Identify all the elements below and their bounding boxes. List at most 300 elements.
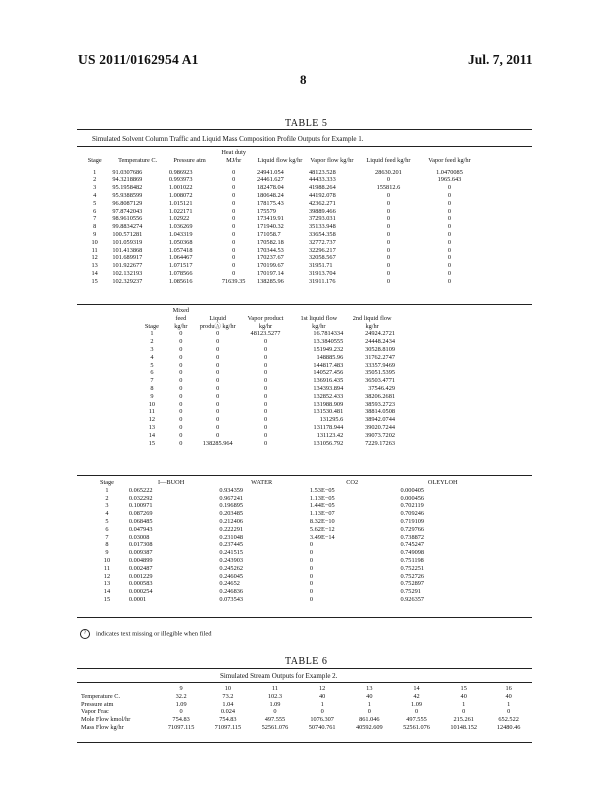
table-cell: 131988.909 [313,400,344,408]
table-cell: 35133.948 [308,223,336,231]
table-cell: 44433.333 [308,176,336,184]
table-row [138,416,398,424]
table-cell: 0.993973 [168,176,193,184]
column-header [78,685,158,693]
table-cell: 0 [309,541,314,549]
table-cell: 32058.567 [308,254,336,262]
table-cell: 24448.2434 [365,338,395,346]
table-cell: 2 [105,494,109,502]
table-cell: 0 [447,238,452,246]
table-cell: 171058.7 [256,230,281,238]
table-cell: 0 [216,392,220,400]
table-cell: 35051.5395 [365,369,395,377]
table-row [88,534,488,542]
table-cell: 131295.6 [319,416,344,424]
table-row [138,354,398,362]
table-cell: 175579 [256,207,276,215]
table-cell: 0.000583 [128,580,153,588]
table-cell: 0 [179,353,183,361]
table-cell: 0 [309,564,314,572]
table-cell: 40 [366,692,373,700]
table-cell: 8 [93,223,97,231]
table-row [80,223,480,231]
table-row [78,693,530,701]
table-cell: 1.057418 [168,246,193,254]
table-cell: 0 [179,330,183,338]
table-row [80,184,480,192]
table-row [88,573,488,581]
table-cell: 0.749098 [400,549,425,557]
table-row [80,247,480,255]
table-cell: 11 [91,246,98,254]
table-cell: 0 [179,361,183,369]
table-cell: 1 [105,486,109,494]
column-header: Liquid feed kg/hr [366,156,411,164]
table-cell: 148885.96 [316,353,344,361]
table-cell: 0.000254 [128,588,153,596]
table-cell: 36503.4771 [365,377,395,385]
table-cell: 99.8834274 [112,223,143,231]
table-cell: 1.022171 [168,207,193,215]
table-cell: 14 [91,269,98,277]
table-cell: 8 [150,384,154,392]
table-cell: 0.237445 [219,541,244,549]
table-cell: 5.62E−12 [309,525,335,533]
table-cell: 39020.7244 [365,423,395,431]
table-cell: 0.751198 [400,556,424,564]
column-header: 11 [271,685,278,692]
table-cell: 1 [93,168,97,176]
table-row [88,549,488,557]
table-cell: 0.246836 [219,588,244,596]
table-cell: 32772.737 [308,238,336,246]
table-row [80,215,480,223]
table-cell: 0.926357 [400,595,425,603]
table-cell: 1.050368 [168,238,193,246]
table-cell: 0 [216,423,220,431]
table-cell: 1.078566 [168,269,193,277]
table-row [80,231,480,239]
table-cell: 37293.031 [308,215,336,223]
table-cell: 3 [105,502,109,510]
table-cell: 0 [263,416,268,424]
patent-number: US 2011/0162954 A1 [78,52,199,67]
table-cell: 497.555 [264,716,286,724]
table-cell: 95.1958482 [112,184,143,192]
table-cell: 136916.435 [313,377,344,385]
table-cell: 12 [103,572,111,580]
column-header: 2nd liquid flow kg/hr [352,314,392,330]
table-cell: 0 [309,595,314,603]
table-cell: 101.922677 [112,262,143,270]
table-cell: 0 [386,207,390,215]
table-cell: 0 [386,176,390,184]
table-cell: 0 [263,392,268,400]
table-cell: 38942.0744 [365,416,395,424]
column-header: 14 [413,685,420,692]
table-cell: 0.087269 [128,510,153,518]
table-cell: 14 [103,588,111,596]
table-cell: 0 [309,549,314,557]
table-cell: 73.2 [222,692,234,700]
table-cell: 1.04 [222,700,234,708]
table-cell: 39073.7202 [365,431,395,439]
table-row [138,432,398,440]
table-cell: 102.132193 [112,269,143,277]
table-row [80,169,480,177]
table-cell: 0.752726 [400,572,425,580]
table-cell: 40 [505,692,512,700]
column-header: 13 [366,685,373,692]
table-cell: 1076.307 [310,716,334,724]
column-header: Vapor product kg/hr [247,314,284,330]
table-cell: 1.071517 [168,262,193,270]
table-cell: 0 [216,431,220,439]
table-row [88,526,488,534]
table-cell: 0 [232,199,236,207]
table-cell: 0 [179,384,183,392]
table-cell: 0 [263,408,268,416]
table-cell: 0.017308 [128,541,153,549]
table-cell: 0 [232,238,236,246]
table-row [88,518,488,526]
table-cell: 138285.964 [202,439,233,447]
table-row [138,408,398,416]
table-cell: Temperature C. [81,692,121,700]
table-cell: 132852.433 [313,392,344,400]
table5-part2 [138,307,398,447]
table-row [138,385,398,393]
table-cell: 180648.24 [256,191,284,199]
table5-bottom-rule [77,617,532,618]
table5-part2-rule [77,475,532,476]
table-cell: 0 [232,168,236,176]
table-cell: 0.222291 [219,525,244,533]
table-cell: 0 [216,377,220,385]
table-cell: 71639.35 [221,277,246,285]
table-cell: 0 [179,408,183,416]
table-cell: 0.047943 [128,525,153,533]
table-cell: 0 [386,277,390,285]
table-cell: 0 [447,277,452,285]
table-cell: 0 [263,377,268,385]
table-cell: 0 [216,330,220,338]
table-cell: 0 [216,361,220,369]
table-cell: 0.000405 [400,486,425,494]
table-row [88,557,488,565]
table-cell: 4 [105,510,109,518]
table-cell: 4 [93,191,97,199]
table-cell: 0 [447,184,452,192]
table-cell: 0 [232,184,236,192]
table-cell: 1.015121 [168,199,193,207]
table-cell: 0 [216,400,220,408]
table-cell: 0.032292 [128,494,153,502]
table-cell: 0.212406 [219,517,244,525]
table-cell: 0 [179,708,183,716]
table-cell: 0 [309,556,314,564]
table-cell: 96.8087129 [112,199,143,207]
table-cell: 0 [309,588,314,596]
table-cell: 6 [93,207,97,215]
table-cell: 6 [150,369,154,377]
table-cell: 0.75291 [400,588,421,596]
table-cell: 42362.271 [308,199,336,207]
table-cell: 0 [263,338,268,346]
table-row [80,254,480,262]
table-cell: 7 [150,377,154,385]
table-cell: 7 [105,533,109,541]
table-cell: 9 [150,392,154,400]
column-header: 1st liquid flow kg/hr [300,314,338,330]
table-cell: 15 [103,595,111,603]
column-header: CO2 [346,479,359,486]
table-cell: 0 [447,215,452,223]
table-cell: 170582.18 [256,238,284,246]
table-cell: 0.196895 [219,502,244,510]
column-header: Mixed feed kg/hr [172,307,190,330]
table-row [88,502,488,510]
table-cell: 170197.14 [256,269,284,277]
table-cell: 0 [179,392,183,400]
table-cell: 40592.609 [355,723,383,731]
table-cell: 24461.627 [256,176,284,184]
table-cell: 8.32E−10 [309,517,335,525]
table-cell: 15 [91,277,98,285]
table-cell: 0.065222 [128,486,153,494]
table-cell: 0 [386,254,390,262]
table-cell: 95.9388599 [112,191,143,199]
table-cell: 11 [103,564,110,572]
table-row [80,200,480,208]
table-cell: 0 [447,199,452,207]
table-cell: 0.738872 [400,533,425,541]
table-cell: 12 [91,254,98,262]
table-cell: 0.719109 [400,517,425,525]
table-cell: 98.9610556 [112,215,143,223]
table-cell: 33654.358 [308,230,336,238]
table-cell: 0.203485 [219,510,244,518]
table-cell: 13 [91,262,98,270]
column-header: 15 [460,685,467,692]
table-cell: 0.001229 [128,572,153,580]
table-cell: 0 [232,246,236,254]
column-header: OLEYLOH [427,479,458,486]
table-cell: 0 [179,400,183,408]
table-cell: 0 [263,361,268,369]
table-cell: 52561.076 [261,723,289,731]
table-cell: 8 [105,541,109,549]
table-row [88,580,488,588]
table-cell: 31911.176 [308,277,336,285]
table-cell: 1.064467 [168,254,193,262]
table-cell: 0 [386,199,390,207]
table-cell: 10 [91,238,98,246]
table-cell: 0.100971 [128,502,153,510]
table-cell: 1.02922 [168,215,190,223]
table-cell: 151949.232 [313,345,344,353]
column-header: I—BUOH [158,479,185,486]
table-row [88,541,488,549]
column-header: Vapor feed kg/hr [428,156,471,164]
table-row [88,495,488,503]
table-cell: 5 [105,517,109,525]
table-cell: 71097.115 [214,723,242,731]
column-header: 10 [224,685,232,692]
table-cell: 0 [447,254,452,262]
table-cell: 32.2 [175,692,187,700]
table-cell: 10 [148,400,156,408]
table-cell: 0.009387 [128,549,153,557]
table-cell: 0 [179,338,183,346]
table-cell: 0 [232,230,236,238]
table-cell: 7229.17263 [365,439,395,447]
table-cell: 170344.53 [256,246,284,254]
table-cell: 32296.217 [308,246,336,254]
table-cell: 0 [263,384,268,392]
table-cell: 0.752897 [400,580,425,588]
table-cell: 0 [179,416,183,424]
table-cell: 0.073543 [219,595,244,603]
table-cell: 10148.152 [450,723,478,731]
table-cell: 173419.91 [256,215,284,223]
table-cell: 171940.32 [256,223,284,231]
table5-part1-rule [77,304,532,305]
table6-bottom-rule [77,742,532,743]
table-row [80,176,480,184]
table-cell: 0 [447,207,452,215]
table-cell: 3 [150,345,154,353]
table-cell: 0 [216,384,220,392]
table-cell: 1.13E−07 [309,510,335,518]
table-cell: 41988.264 [308,184,336,192]
publication-date: Jul. 7, 2011 [468,52,533,67]
table-cell: 0 [263,400,268,408]
table-cell: 0 [216,345,220,353]
table-cell: 1 [320,700,324,708]
table-cell: 3.49E−14 [309,533,335,541]
table-cell: 9 [93,230,97,238]
table-cell: 170199.67 [256,262,284,270]
column-header: Stage [99,479,114,486]
table-cell: 7 [93,215,97,223]
table-cell: 31762.2747 [365,353,395,361]
table-cell: 0 [179,431,183,439]
table-cell: 0 [263,369,268,377]
table-cell: 38206.2681 [365,392,395,400]
table5-part2-header-row [138,307,398,330]
table-cell: 71097.115 [167,723,195,731]
table-cell: 44192.078 [308,191,336,199]
table-cell: 0 [386,269,390,277]
table-cell: 0.000456 [400,494,425,502]
column-header: Vapor flow kg/hr [310,156,354,164]
table-cell: 1 [150,330,154,338]
table-cell: 0.241515 [219,549,244,557]
table-cell: 0 [386,262,390,270]
table-cell: 0 [216,338,220,346]
table-cell: 0.24652 [219,580,240,588]
table-cell: 42 [413,692,420,700]
table-cell: 0 [367,708,371,716]
table-cell: 0.024 [220,708,236,716]
table-cell: 0.745247 [400,541,425,549]
table5-top-rule [77,129,532,130]
table-cell: Mole Flow kmol/hr [81,716,131,724]
table-cell: 10 [103,556,111,564]
column-header: Temperature C. [118,156,158,164]
table-cell: 0 [179,369,183,377]
table-cell: 12480.46 [496,723,521,731]
table-cell: 1 [367,700,371,708]
table-cell: 101.413868 [112,246,143,254]
table-row [138,401,398,409]
column-header: WATER [251,479,273,486]
page-number: 8 [300,72,307,87]
table-cell: 182478.04 [256,184,284,192]
table-row [138,362,398,370]
table-cell: 0 [309,580,314,588]
table-cell: 30528.8109 [365,345,395,353]
table-cell: 0 [179,423,183,431]
table-cell: 0 [309,572,314,580]
table-cell: 0.03008 [128,533,150,541]
table-cell: 13.3840555 [313,338,344,346]
table-cell: 0 [386,230,390,238]
table5-part1 [80,149,480,286]
table-cell: 1.001022 [168,184,193,192]
column-header: 12 [318,685,326,692]
table-cell: 1.0470085 [436,168,463,176]
column-header: Stage [87,156,102,164]
table-cell: 0 [386,238,390,246]
table-cell: 652.522 [498,716,519,724]
table-cell: 38593.2723 [365,400,395,408]
table-cell: 6 [105,525,109,533]
table-cell: Vapor Frac [81,708,109,716]
table-cell: 40 [318,692,326,700]
table-cell: 0 [447,223,452,231]
table-cell: 11 [148,408,155,416]
table-cell: 140527.456 [313,369,344,377]
table-cell: 14 [148,431,156,439]
table-cell: 0 [386,223,390,231]
table-cell: 52561.076 [403,723,430,731]
table-cell: 0 [232,207,236,215]
table-row [78,724,530,732]
table-cell: 0 [447,230,452,238]
table-cell: 0 [447,246,452,254]
table-cell: 101.689917 [112,254,143,262]
table-cell: 97.8742043 [112,207,143,215]
table-cell: 5 [93,199,97,207]
table-cell: 0 [232,191,236,199]
table-row [80,192,480,200]
table-row [138,393,398,401]
table-cell: 0 [263,431,268,439]
table-cell: 101.059319 [112,238,143,246]
table-cell: 1.043319 [168,230,193,238]
table-cell: 0 [216,408,220,416]
table-cell: 0.986923 [168,168,193,176]
table-cell: 0 [179,345,183,353]
table-row [88,565,488,573]
table5-part3-header-row [88,479,488,487]
table-cell: 0 [232,269,236,277]
table-cell: 2 [150,338,154,346]
table-cell: 754.83 [172,716,190,724]
table-cell: 0.002487 [128,564,153,572]
